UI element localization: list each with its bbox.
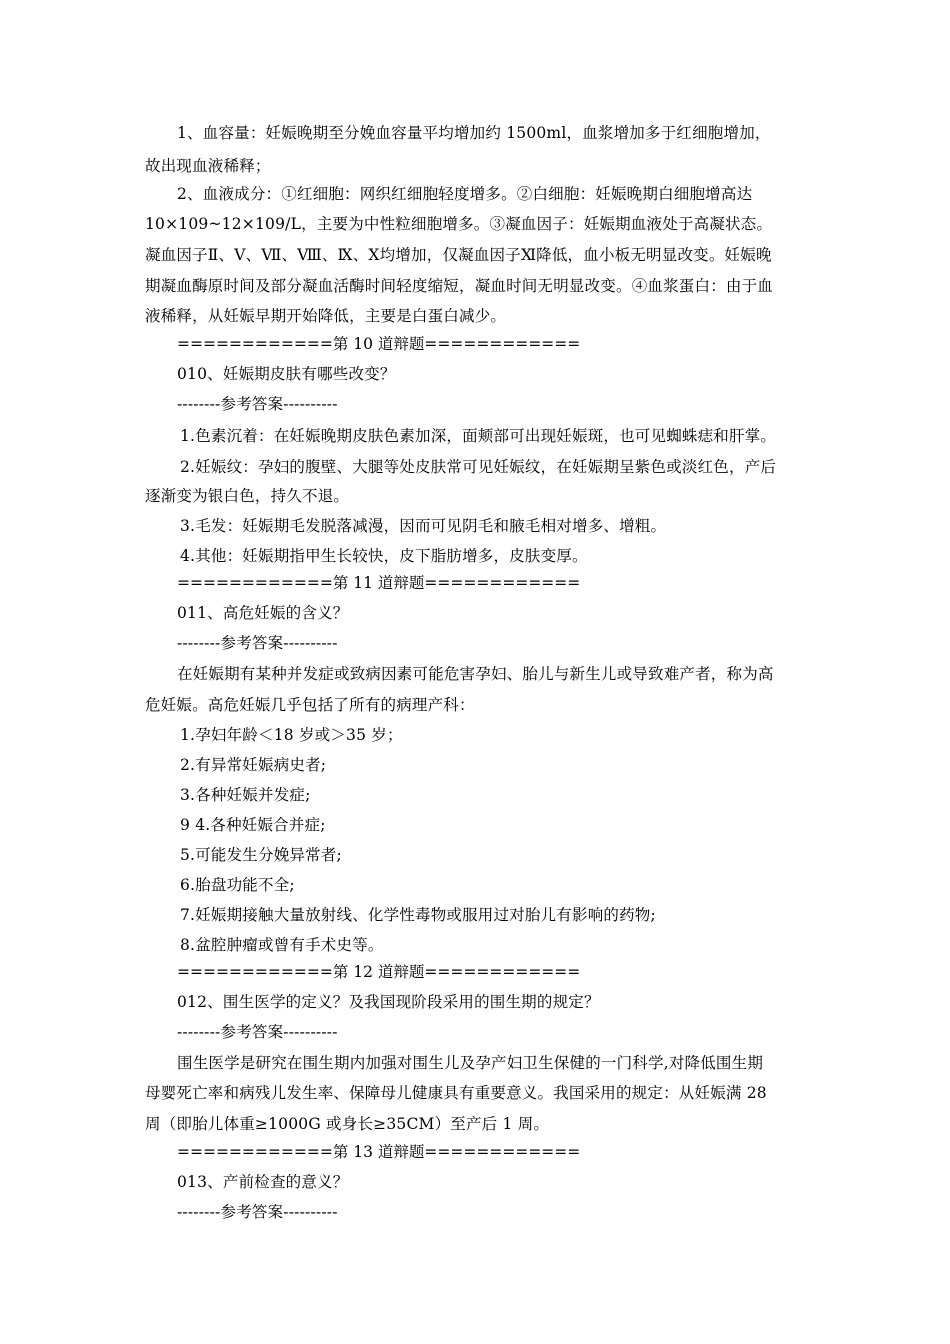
text-line: 故出现血液稀释； bbox=[145, 157, 271, 175]
answer-header: --------参考答案---------- bbox=[177, 634, 338, 652]
text-line: 1.色素沉着：在妊娠晚期皮肤色素加深，面颊部可出现妊娠斑，也可见蜘蛛痣和肝掌。 bbox=[180, 427, 777, 445]
text-line: 危妊娠。高危妊娠几乎包括了所有的病理产科： bbox=[145, 696, 475, 714]
text-line: 1、血容量：妊娠晚期至分娩血容量平均增加约 1500ml，血浆增加多于红细胞增加， bbox=[177, 124, 771, 142]
text-line: 3.毛发：妊娠期毛发脱落减漫，因而可见阴毛和腋毛相对增多、增粗。 bbox=[180, 517, 667, 535]
question-separator: ============第 13 道辩题============ bbox=[177, 1143, 581, 1161]
question-title: 010、妊娠期皮肤有哪些改变？ bbox=[177, 365, 396, 383]
text-line: 液稀释，从妊娠早期开始降低，主要是白蛋白减少。 bbox=[145, 307, 507, 325]
list-item: 1.孕妇年龄＜18 岁或＞35 岁； bbox=[180, 726, 403, 744]
list-item: 8.盆腔肿瘤或曾有手术史等。 bbox=[180, 936, 384, 954]
list-item: 9 4.各种妊娠合并症; bbox=[180, 816, 326, 834]
list-item: 7.妊娠期接触大量放射线、化学性毒物或服用过对胎儿有影响的药物; bbox=[180, 906, 656, 924]
text-line: 逐渐变为银白色，持久不退。 bbox=[145, 487, 350, 505]
text-line: 母婴死亡率和病残儿发生率、保障母儿健康具有重要意义。我国采用的规定：从妊娠满 28 bbox=[145, 1084, 767, 1102]
list-item: 3.各种妊娠并发症; bbox=[180, 786, 311, 804]
text-line: 凝血因子Ⅱ、Ⅴ、Ⅶ、Ⅷ、Ⅸ、Ⅹ均增加，仅凝血因子Ⅺ降低，血小板无明显改变。妊娠晚 bbox=[145, 246, 772, 264]
question-title: 012、围生医学的定义？及我国现阶段采用的围生期的规定？ bbox=[177, 993, 600, 1011]
text-line: 在妊娠期有某种并发症或致病因素可能危害孕妇、胎儿与新生儿或导致难产者，称为高 bbox=[177, 665, 774, 683]
answer-header: --------参考答案---------- bbox=[177, 395, 338, 413]
question-separator: ============第 11 道辩题============ bbox=[177, 574, 581, 592]
text-line: 期凝血酶原时间及部分凝血活酶时间轻度缩短，凝血时间无明显改变。④血浆蛋白：由于血 bbox=[145, 277, 774, 295]
list-item: 6.胎盘功能不全; bbox=[180, 876, 295, 894]
text-line: 围生医学是研究在围生期内加强对围生儿及孕产妇卫生保健的一门科学,对降低围生期 bbox=[177, 1054, 764, 1072]
list-item: 2.有异常妊娠病史者; bbox=[180, 756, 327, 774]
text-line: 4.其他：妊娠期指甲生长较快，皮下脂肪增多，皮肤变厚。 bbox=[180, 547, 588, 565]
question-separator: ============第 12 道辩题============ bbox=[177, 963, 581, 981]
question-separator: ============第 10 道辩题============ bbox=[177, 335, 581, 353]
list-item: 5.可能发生分娩异常者; bbox=[180, 846, 342, 864]
question-title: 011、高危妊娠的含义？ bbox=[177, 604, 349, 622]
text-line: 2.妊娠纹：孕妇的腹壁、大腿等处皮肤常可见妊娠纹，在妊娠期呈紫色或淡红色，产后 bbox=[180, 458, 777, 476]
question-title: 013、产前检查的意义？ bbox=[177, 1173, 349, 1191]
text-line: 2、血液成分：①红细胞：网织红细胞轻度增多。②白细胞：妊娠晚期白细胞增高达 bbox=[177, 185, 753, 203]
text-line: 10×109~12×109/L，主要为中性粒细胞增多。③凝血因子：妊娠期血液处于高凝状态。 bbox=[145, 215, 773, 233]
answer-header: --------参考答案---------- bbox=[177, 1203, 338, 1221]
answer-header: --------参考答案---------- bbox=[177, 1023, 338, 1041]
text-line: 周（即胎儿体重≥1000G 或身长≥35CM）至产后 1 周。 bbox=[145, 1115, 550, 1133]
